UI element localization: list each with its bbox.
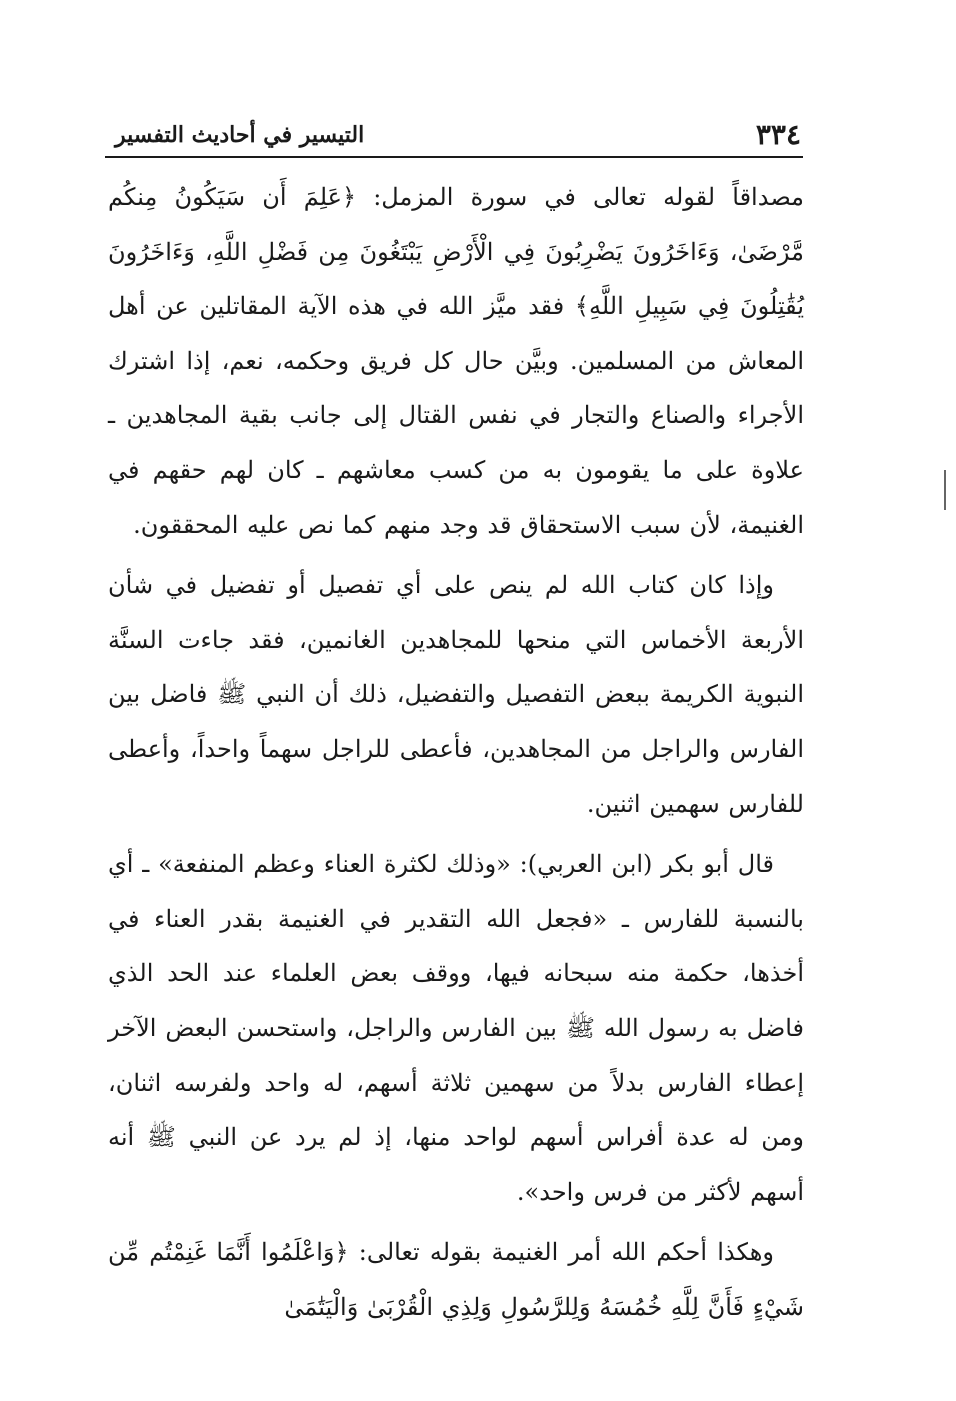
page-body bbox=[108, 170, 804, 1340]
page-header bbox=[105, 118, 803, 158]
page-number: ٣٣٤ bbox=[755, 118, 801, 151]
scan-edge-mark bbox=[944, 470, 946, 510]
running-title: التيسير في أحاديث التفسير bbox=[115, 122, 365, 148]
paragraph-2: وإذا كان كتاب الله لم ينص على أي تفصيل أو تفضيل في شأن الأربعة الأخماس التي منحها للمجاهدين الغانمين، فقد جاءت السنَّة النبوية الكريمة ببعض التفصيل والتفضيل، ذلك أن النبي ﷺ فاضل بين الفارس والراجل من المجاهدين، فأعطى للراجل سهماً واحداً، وأعطى للفارس سهمين اثنين. bbox=[108, 571, 804, 818]
header-rule bbox=[105, 156, 803, 158]
paragraph-3: قال أبو بكر (ابن العربي): «وذلك لكثرة العناء وعظم المنفعة» ـ أي بالنسبة للفارس ـ «فجعل الله التقدير في الغنيمة بقدر العناء في أخذها، حكمة منه سبحانه فيها، ووقف بعض العلماء عند الحد الذي فاضل به رسول الله ﷺ بين الفارس والراجل، واستحسن البعض الآخر إعطاء الفارس بدلاً من سهمين ثلاثة أسهم، له واحد ولفرسه اثنان، ومن له عدة أفراس أسهم لواحد منها، إذ لم يرد عن النبي ﷺ أنه أسهم لأكثر من فرس واحد». bbox=[108, 850, 804, 1206]
paragraph-4: وهكذا أحكم الله أمر الغنيمة بقوله تعالى: ﴿وَاعْلَمُوا أَنَّمَا غَنِمْتُم مِّن شَيْءٍ فَأَنَّ لِلَّهِ خُمُسَهُ وَلِلرَّسُولِ وَلِذِي الْقُرْبَىٰ وَالْيَتَٰمَىٰ bbox=[108, 1238, 804, 1321]
paragraph-1: مصداقاً لقوله تعالى في سورة المزمل: ﴿عَلِمَ أَن سَيَكُونُ مِنكُم مَّرْضَىٰ، وَءَاخَرُونَ يَضْرِبُونَ فِي الْأَرْضِ يَبْتَغُونَ مِن فَضْلِ اللَّهِ، وَءَاخَرُونَ يُقَٰتِلُونَ فِي سَبِيلِ اللَّهِ﴾ فقد ميَّز الله في هذه الآية المقاتلين عن أهل المعاش من المسلمين. وبيَّن حال كل فريق وحكمه، نعم، إذا اشترك الأجراء والصناع والتجار في نفس القتال إلى جانب بقية المجاهدين ـ علاوة على ما يقومون به من كسب معاشهم ـ كان لهم حقهم في الغنيمة، لأن سبب الاستحقاق قد وجد منهم كما نص عليه المحققون. bbox=[108, 183, 804, 539]
